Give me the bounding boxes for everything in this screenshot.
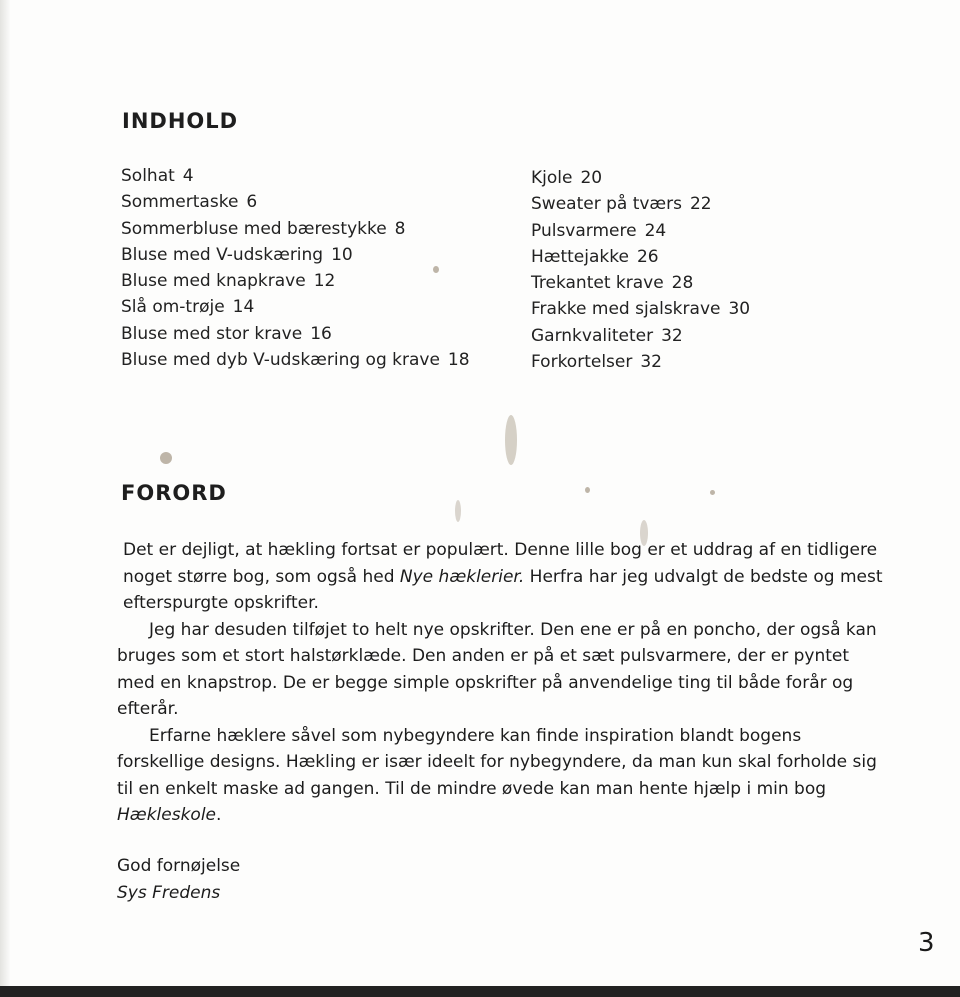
toc-item: Bluse med knapkrave 12 (121, 271, 336, 292)
toc-item: Bluse med dyb V-udskæring og krave 18 (121, 350, 470, 371)
toc-item: Trekantet krave 28 (531, 273, 694, 294)
toc-item: Garnkvaliteter 32 (531, 325, 683, 346)
toc-item: Frakke med sjalskrave 30 (531, 299, 751, 320)
foreword-heading: FORORD (121, 481, 227, 505)
stain-mark (585, 487, 590, 493)
signoff-author: Sys Fredens (117, 882, 221, 903)
stain-mark (455, 500, 461, 522)
toc-item: Solhat 4 (121, 166, 194, 186)
stain-mark (505, 415, 517, 465)
toc-item: Sommertaske 6 (121, 192, 258, 213)
toc-item: Hættejakke 26 (531, 246, 659, 267)
page-bottom-edge (0, 986, 960, 997)
foreword-paragraph-2: Jeg har desuden tilføjet to helt nye opskrifter. Den ene er på en poncho, der også kan bruges som et stort halstørklæde. Den anden er på et sæt pulsvarmere, der er pyntet med en knapstrop. De er begge simple opskrifter på anvendelige ting til både forår og efterår. (117, 619, 877, 719)
stain-mark (433, 266, 439, 273)
toc-item: Sommerbluse med bærestykke 8 (121, 218, 406, 239)
stain-mark (640, 520, 648, 546)
signoff-greeting: God fornøjelse (117, 856, 241, 876)
foreword-paragraph-1: Det er dejligt, at hækling fortsat er populært. Denne lille bog er et uddrag af en tidligere noget større bog, som også hed Nye hæklerier. Herfra har jeg udvalgt de bedste og mest efterspurgte opskrifter. (123, 540, 883, 613)
book-title: Nye hæklerier. (399, 566, 525, 587)
foreword-body (117, 537, 887, 829)
signoff (117, 853, 240, 906)
page-binding-edge (0, 0, 10, 997)
stain-mark (710, 490, 715, 495)
toc-item: Sweater på tværs 22 (531, 194, 712, 215)
toc-right-column (531, 165, 750, 375)
book-title: Hækleskole (117, 805, 217, 825)
page-number: 3 (918, 928, 935, 958)
toc-item: Bluse med V-udskæring 10 (121, 244, 353, 265)
toc-heading: INDHOLD (122, 109, 239, 133)
toc-left-column (121, 163, 470, 373)
toc-item: Forkortelser 32 (531, 352, 662, 373)
toc-item: Slå om-trøje 14 (121, 297, 255, 318)
toc-item: Bluse med stor krave 16 (121, 323, 332, 344)
toc-item: Pulsvarmere 24 (531, 220, 667, 241)
stain-mark (160, 452, 172, 464)
toc-item: Kjole 20 (531, 168, 603, 188)
foreword-paragraph-3: Erfarne hæklere såvel som nybegyndere kan finde inspiration blandt bogens forskellige designs. Hækling er især ideelt for nybegyndere, da man kun skal forholde sig til en enkelt maske ad gangen. Til de mindre øvede kan man hente hjælp i min bog Hækleskole. (117, 725, 877, 825)
